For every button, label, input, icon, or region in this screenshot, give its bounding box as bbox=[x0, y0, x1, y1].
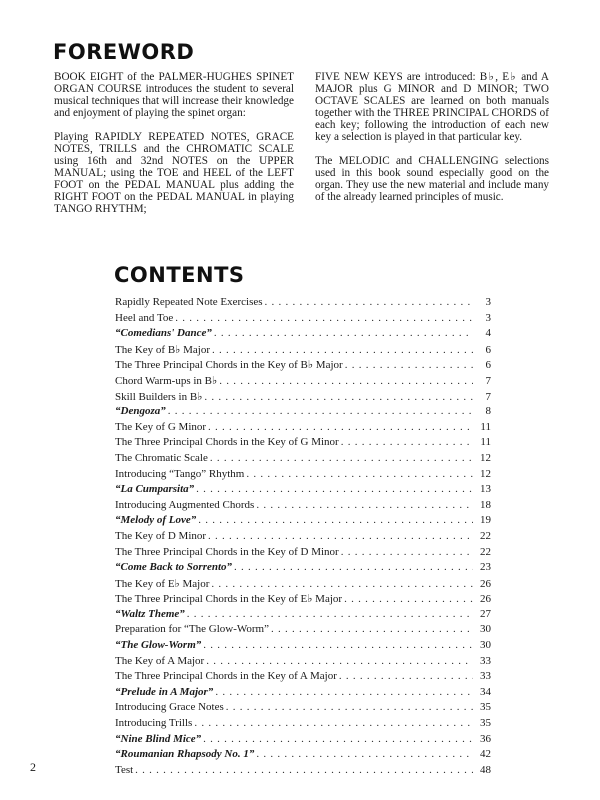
dot-leader bbox=[214, 327, 473, 339]
toc-entry-page: 3 bbox=[485, 311, 491, 324]
toc-entry-page: 18 bbox=[480, 498, 491, 511]
dot-leader bbox=[204, 391, 473, 403]
toc-entry-title: The Chromatic Scale bbox=[115, 451, 208, 464]
toc-entry bbox=[115, 686, 491, 702]
toc-entry bbox=[115, 639, 491, 655]
dot-leader bbox=[265, 296, 473, 308]
dot-leader bbox=[208, 530, 473, 542]
toc-entry bbox=[115, 468, 491, 484]
toc-entry bbox=[115, 764, 491, 780]
toc-entry-page: 27 bbox=[480, 607, 491, 620]
toc-entry bbox=[115, 546, 491, 562]
dot-leader bbox=[226, 701, 473, 713]
toc-entry-page: 34 bbox=[480, 685, 491, 698]
toc-entry-page: 42 bbox=[480, 748, 491, 761]
foreword-heading: FOREWORD bbox=[53, 40, 195, 64]
toc-entry-title: “Come Back to Sorrento” bbox=[115, 561, 233, 574]
toc-entry-page: 19 bbox=[480, 514, 491, 527]
toc-entry bbox=[115, 358, 491, 374]
toc-entry-page: 33 bbox=[480, 670, 491, 683]
toc-entry-page: 22 bbox=[480, 529, 491, 542]
toc-entry-page: 30 bbox=[480, 639, 491, 652]
dot-leader bbox=[256, 748, 473, 760]
dot-leader bbox=[339, 670, 473, 682]
toc-entry-title: “Waltz Theme” bbox=[115, 607, 185, 620]
toc-entry bbox=[115, 296, 491, 312]
toc-entry-title: “Prelude in A Major” bbox=[115, 685, 214, 698]
dot-leader bbox=[234, 561, 473, 573]
dot-leader bbox=[175, 312, 473, 324]
toc-entry-title: The Three Principal Chords in the Key of B♭ Major bbox=[115, 359, 343, 372]
toc-entry bbox=[115, 499, 491, 515]
toc-entry-title: The Three Principal Chords in the Key of E♭ Major bbox=[115, 593, 343, 606]
toc-entry bbox=[115, 655, 491, 671]
toc-entry bbox=[115, 436, 491, 452]
toc-entry bbox=[115, 623, 491, 639]
dot-leader bbox=[344, 593, 473, 605]
toc-entry-page: 11 bbox=[480, 436, 491, 449]
toc-entry bbox=[115, 421, 491, 437]
toc-entry-title: The Three Principal Chords in the Key of D Minor bbox=[115, 545, 339, 558]
toc-entry-page: 7 bbox=[485, 390, 491, 403]
foreword-right-column bbox=[315, 71, 549, 215]
toc-entry-title: Heel and Toe bbox=[115, 311, 174, 324]
toc-entry bbox=[115, 701, 491, 717]
toc-entry-title: The Key of B♭ Major bbox=[115, 343, 210, 356]
dot-leader bbox=[212, 344, 473, 356]
foreword-paragraph: FIVE NEW KEYS are introduced: B♭, E♭ and A MAJOR plus G MINOR and D MINOR; TWO OCTAVE SCALES are learned on both manuals together with the THREE PRINCIPAL CHORDS of each key; following the introduction of each new key a selection is played in that particular key. bbox=[315, 71, 549, 143]
toc-entry-title: Introducing “Tango” Rhythm bbox=[115, 467, 245, 480]
toc-entry-title: Introducing Trills bbox=[115, 717, 193, 730]
dot-leader bbox=[246, 468, 473, 480]
toc-entry-title: Test bbox=[115, 763, 134, 776]
toc-entry-page: 6 bbox=[485, 343, 491, 356]
toc-entry-page: 33 bbox=[480, 654, 491, 667]
contents-heading: CONTENTS bbox=[114, 263, 245, 287]
dot-leader bbox=[345, 359, 473, 371]
toc-entry-page: 8 bbox=[485, 405, 491, 418]
toc-entry-title: Introducing Grace Notes bbox=[115, 701, 224, 714]
dot-leader bbox=[208, 421, 473, 433]
toc-entry bbox=[115, 530, 491, 546]
foreword-paragraph: Playing RAPIDLY REPEATED NOTES, GRACE NOTES, TRILLS and the CHROMATIC SCALE using 16th and 32nd NOTES on the UPPER MANUAL; using the TOE and HEEL of the LEFT FOOT on the PEDAL MANUAL plus adding the RIGHT FOOT on the PEDAL MANUAL in playing TANGO RHYTHM; bbox=[54, 131, 294, 215]
toc-entry-page: 48 bbox=[480, 763, 491, 776]
toc-entry bbox=[115, 608, 491, 624]
foreword-paragraph: BOOK EIGHT of the PALMER-HUGHES SPINET ORGAN COURSE introduces the student to several musical techniques that will increase their knowledge and enjoyment of playing the spinet organ: bbox=[54, 71, 294, 119]
toc-entry-title: “Roumanian Rhapsody No. 1” bbox=[115, 748, 255, 761]
toc-entry-title: The Key of D Minor bbox=[115, 529, 207, 542]
toc-entry-page: 4 bbox=[485, 327, 491, 340]
toc-entry-page: 12 bbox=[480, 451, 491, 464]
toc-entry bbox=[115, 483, 491, 499]
dot-leader bbox=[203, 639, 473, 651]
toc-entry-page: 6 bbox=[485, 359, 491, 372]
toc-entry bbox=[115, 327, 491, 343]
toc-entry bbox=[115, 577, 491, 593]
toc-entry-page: 35 bbox=[480, 717, 491, 730]
toc-entry bbox=[115, 343, 491, 359]
foreword-left-column bbox=[54, 71, 294, 227]
toc-entry-title: The Key of E♭ Major bbox=[115, 577, 210, 590]
dot-leader bbox=[215, 686, 473, 698]
toc-entry-page: 35 bbox=[480, 701, 491, 714]
dot-leader bbox=[341, 436, 473, 448]
toc-entry-page: 36 bbox=[480, 732, 491, 745]
toc-entry-title: “The Glow-Worm” bbox=[115, 639, 202, 652]
toc-entry-title: Preparation for “The Glow-Worm” bbox=[115, 623, 269, 636]
toc-entry bbox=[115, 592, 491, 608]
toc-entry bbox=[115, 514, 491, 530]
toc-entry-page: 23 bbox=[480, 561, 491, 574]
dot-leader bbox=[203, 733, 473, 745]
toc-entry-title: “La Cumparsita” bbox=[115, 483, 195, 496]
dot-leader bbox=[211, 578, 473, 590]
toc-entry-title: Introducing Augmented Chords bbox=[115, 498, 255, 511]
dot-leader bbox=[271, 623, 473, 635]
dot-leader bbox=[168, 405, 473, 417]
toc-entry-title: “Comedians' Dance” bbox=[115, 327, 212, 340]
toc-entry-page: 30 bbox=[480, 623, 491, 636]
toc-entry-title: The Key of G Minor bbox=[115, 420, 207, 433]
toc-entry-title: “Nine Blind Mice” bbox=[115, 732, 202, 745]
toc-entry-page: 22 bbox=[480, 545, 491, 558]
toc-entry-title: Rapidly Repeated Note Exercises bbox=[115, 296, 263, 308]
dot-leader bbox=[135, 764, 473, 776]
toc-entry-page: 26 bbox=[480, 593, 491, 606]
toc-entry bbox=[115, 670, 491, 686]
toc-entry-title: The Three Principal Chords in the Key of G Minor bbox=[115, 436, 339, 449]
dot-leader bbox=[210, 452, 473, 464]
toc-entry bbox=[115, 717, 491, 733]
dot-leader bbox=[219, 375, 473, 387]
toc-entry-page: 3 bbox=[485, 296, 491, 308]
dot-leader bbox=[256, 499, 473, 511]
toc-entry bbox=[115, 312, 491, 328]
toc-entry-title: “Dengoza” bbox=[115, 405, 166, 418]
toc-entry-page: 11 bbox=[480, 420, 491, 433]
toc-entry bbox=[115, 405, 491, 421]
toc-entry-page: 7 bbox=[485, 374, 491, 387]
toc-entry bbox=[115, 561, 491, 577]
dot-leader bbox=[187, 608, 473, 620]
toc-entry-title: The Three Principal Chords in the Key of A Major bbox=[115, 670, 337, 683]
toc-entry bbox=[115, 390, 491, 406]
toc-entry-page: 26 bbox=[480, 577, 491, 590]
toc-entry bbox=[115, 374, 491, 390]
toc-entry-title: Chord Warm-ups in B♭ bbox=[115, 374, 218, 387]
toc-entry-title: “Melody of Love” bbox=[115, 514, 197, 527]
dot-leader bbox=[196, 483, 473, 495]
toc-entry bbox=[115, 452, 491, 468]
dot-leader bbox=[341, 546, 473, 558]
page-number: 2 bbox=[30, 760, 36, 774]
dot-leader bbox=[206, 655, 473, 667]
dot-leader bbox=[198, 514, 473, 526]
toc-entry-title: Skill Builders in B♭ bbox=[115, 390, 203, 403]
toc-entry-page: 13 bbox=[480, 483, 491, 496]
toc-entry-title: The Key of A Major bbox=[115, 654, 205, 667]
toc-entry bbox=[115, 748, 491, 764]
toc-entry-page: 12 bbox=[480, 467, 491, 480]
toc-entry bbox=[115, 733, 491, 749]
foreword-paragraph: The MELODIC and CHALLENGING selections used in this book sound especially good on the organ. They use the new material and include many of the already learned principles of music. bbox=[315, 155, 549, 203]
table-of-contents bbox=[115, 296, 491, 779]
dot-leader bbox=[194, 717, 473, 729]
